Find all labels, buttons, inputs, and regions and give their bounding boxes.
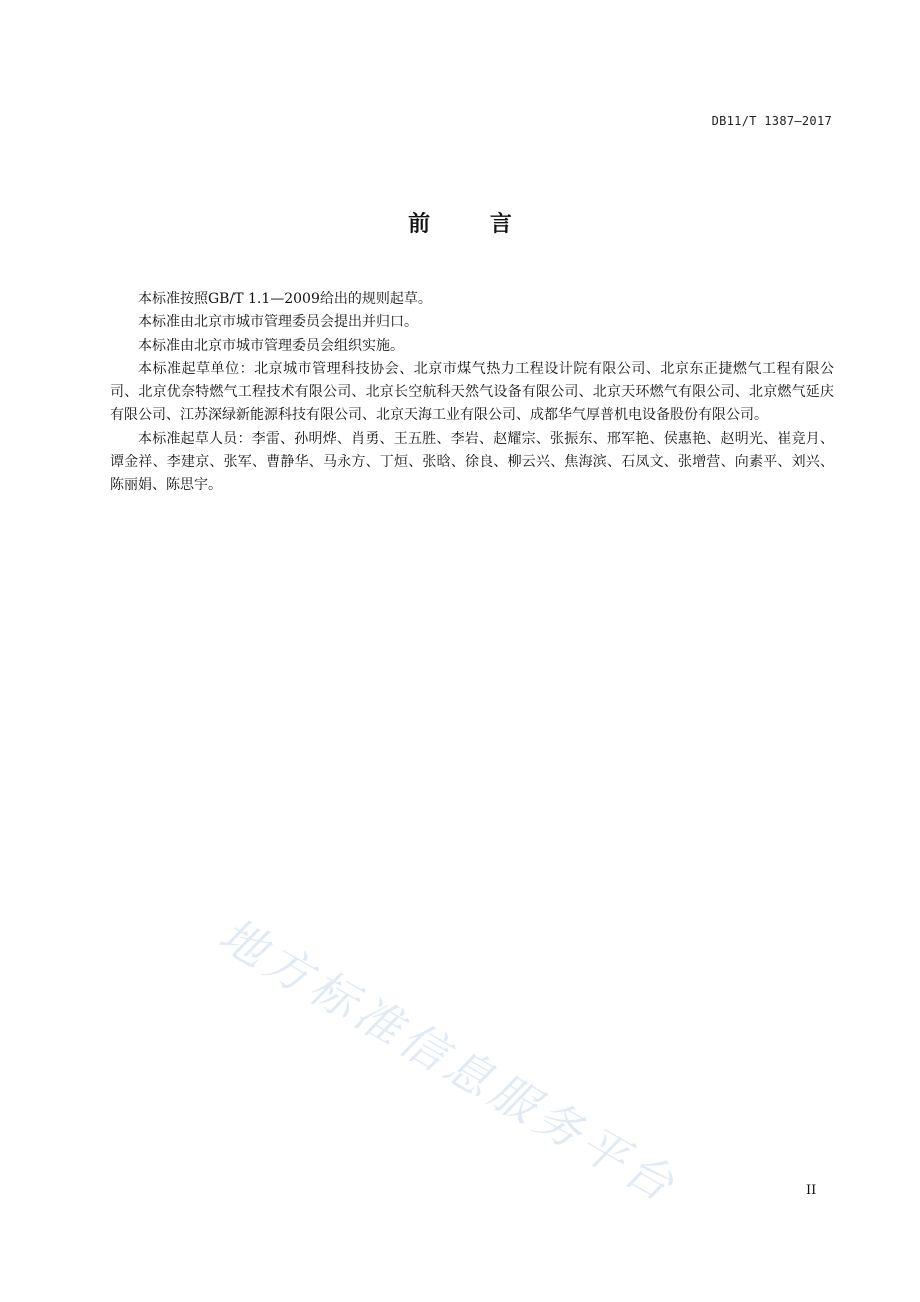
paragraph-proposer: 本标准由北京市城市管理委员会提出并归口。 bbox=[138, 314, 418, 331]
page-title: 前 言 bbox=[408, 212, 538, 237]
watermark: 地方标准信息服务平台 bbox=[210, 907, 688, 1214]
paragraph-implementer: 本标准由北京市城市管理委员会组织实施。 bbox=[138, 337, 404, 354]
foreword-body bbox=[110, 288, 834, 498]
doc-code: DB11/T 1387—2017 bbox=[711, 114, 832, 128]
page-number: II bbox=[806, 1183, 817, 1198]
paragraph-drafting-rules: 本标准按照GB/T 1.1—2009给出的规则起草。 bbox=[138, 291, 432, 307]
paragraph-drafters: 本标准起草人员：李雷、孙明烨、肖勇、王五胜、李岩、赵耀宗、张振东、邢军艳、侯惠艳、赵明光、崔竞月、谭金祥、李建京、张军、曹静华、马永方、丁烜、张晗、徐良、柳云兴、焦海滨、石凤文、张增营、向素平、刘兴、陈丽娟、陈思宇。 bbox=[110, 430, 834, 494]
paragraph-drafting-units: 本标准起草单位：北京城市管理科技协会、北京市煤气热力工程设计院有限公司、北京东正捷燃气工程有限公司、北京优奈特燃气工程技术有限公司、北京长空航科天然气设备有限公司、北京天环燃气有限公司、北京燃气延庆有限公司、江苏深绿新能源科技有限公司、北京天海工业有限公司、成都华气厚普机电设备股份有限公司。 bbox=[110, 360, 834, 424]
